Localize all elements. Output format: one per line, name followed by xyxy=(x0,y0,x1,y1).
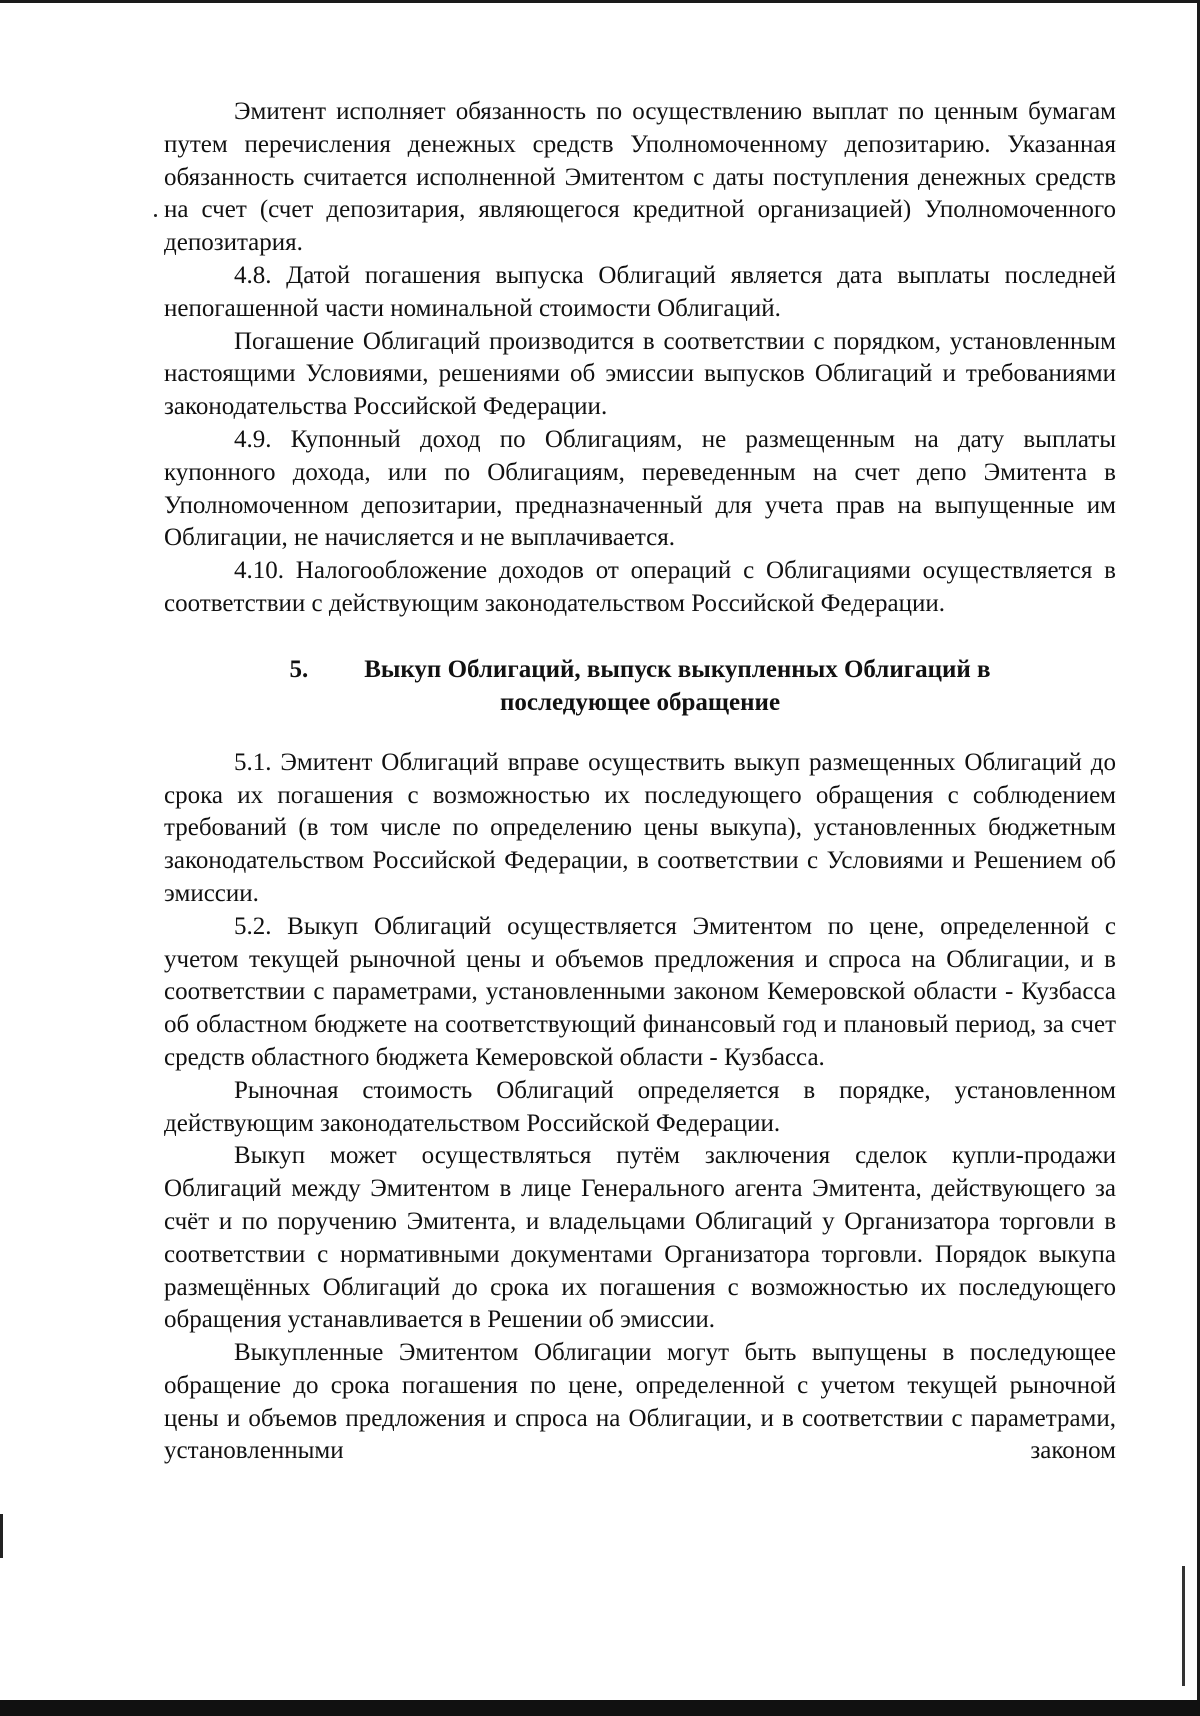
section-heading xyxy=(164,653,1116,719)
paragraph-redemption: Погашение Облигаций производится в соответствии с порядком, установленным настоящими Условиями, решениями об эмиссии выпусков Облигаций и требованиями законодательства Российской Федерации. xyxy=(164,327,1116,421)
paragraph-reissue: Выкупленные Эмитентом Облигации могут быть выпущены в последующее обращение до срока погашения по цене, определенной с учетом текущей рыночной цены и объемов предложения и спроса на Облигации, и в соответствии с параметрами, установленными законом xyxy=(164,1339,1116,1465)
paragraph-4-8: 4.8. Датой погашения выпуска Облигаций является дата выплаты последней непогашенной части номинальной стоимости Облигаций. xyxy=(164,261,1116,322)
section-heading-line1 xyxy=(164,653,1116,686)
document-page xyxy=(164,96,1116,1468)
paragraph-buyback-process: Выкуп может осуществляться путём заключения сделок купли-продажи Облигаций между Эмитентом в лице Генерального агента Эмитента, действующего за счёт и по поручению Эмитента, и владельцами Облигаций у Организатора торговли в соответствии с нормативными документами Организатора торговли. Порядок выкупа размещённых Облигаций до срока их погашения с возможностью их последующего обращения устанавливается в Решении об эмиссии. xyxy=(164,1142,1116,1334)
section-title-line1: Выкуп Облигаций, выпуск выкупленных Облигаций в xyxy=(364,655,991,683)
paragraph-issuer-obligation: Эмитент исполняет обязанность по осуществлению выплат по ценным бумагам путем перечисления денежных средств Уполномоченному депозитарию. Указанная обязанность считается исполненной Эмитентом с даты поступления денежных средств на счет (счет депозитария, являющегося кредитной организацией) Уполномоченного депозитария. xyxy=(164,98,1116,257)
paragraph-4-10: 4.10. Налогообложение доходов от операций с Облигациями осуществляется в соответствии с действующим законодательством Российской Федерации. xyxy=(164,557,1116,617)
scan-speck xyxy=(154,214,157,217)
scan-border-top xyxy=(0,0,1200,3)
paragraph-5-2: 5.2. Выкуп Облигаций осуществляется Эмитентом по цене, определенной с учетом текущей рыночной цены и объемов предложения и спроса на Облигации, и в соответствии с параметрами, установленными законом Кемеровской области - Кузбасса об областном бюджете на соответствующий финансовый год и плановый период, за счет средств областного бюджета Кемеровской области - Кузбасса. xyxy=(164,912,1116,1071)
section-title-line2: последующее обращение xyxy=(499,688,781,716)
paragraph-market-value: Рыночная стоимость Облигаций определяется в порядке, установленном действующим законодательством Российской Федерации. xyxy=(164,1076,1116,1137)
scan-border-bottom xyxy=(0,1700,1200,1716)
scan-mark-left xyxy=(0,1514,3,1558)
paragraph-5-1: 5.1. Эмитент Облигаций вправе осуществить выкуп размещенных Облигаций до срока их погашения с возможностью их последующего обращения с соблюдением требований (в том числе по определению цены выкупа), установленных бюджетным законодательством Российской Федерации, в соответствии с Условиями и Решением об эмиссии. xyxy=(164,748,1116,907)
scan-mark-right xyxy=(1182,1566,1185,1686)
paragraph-4-9: 4.9. Купонный доход по Облигациям, не размещенным на дату выплаты купонного дохода, или по Облигациям, переведенным на счет депо Эмитента в Уполномоченном депозитарии, предназначенный для учета прав на выпущенные им Облигации, не начисляется и не выплачивается. xyxy=(164,425,1116,552)
section-number: 5. xyxy=(289,655,309,683)
